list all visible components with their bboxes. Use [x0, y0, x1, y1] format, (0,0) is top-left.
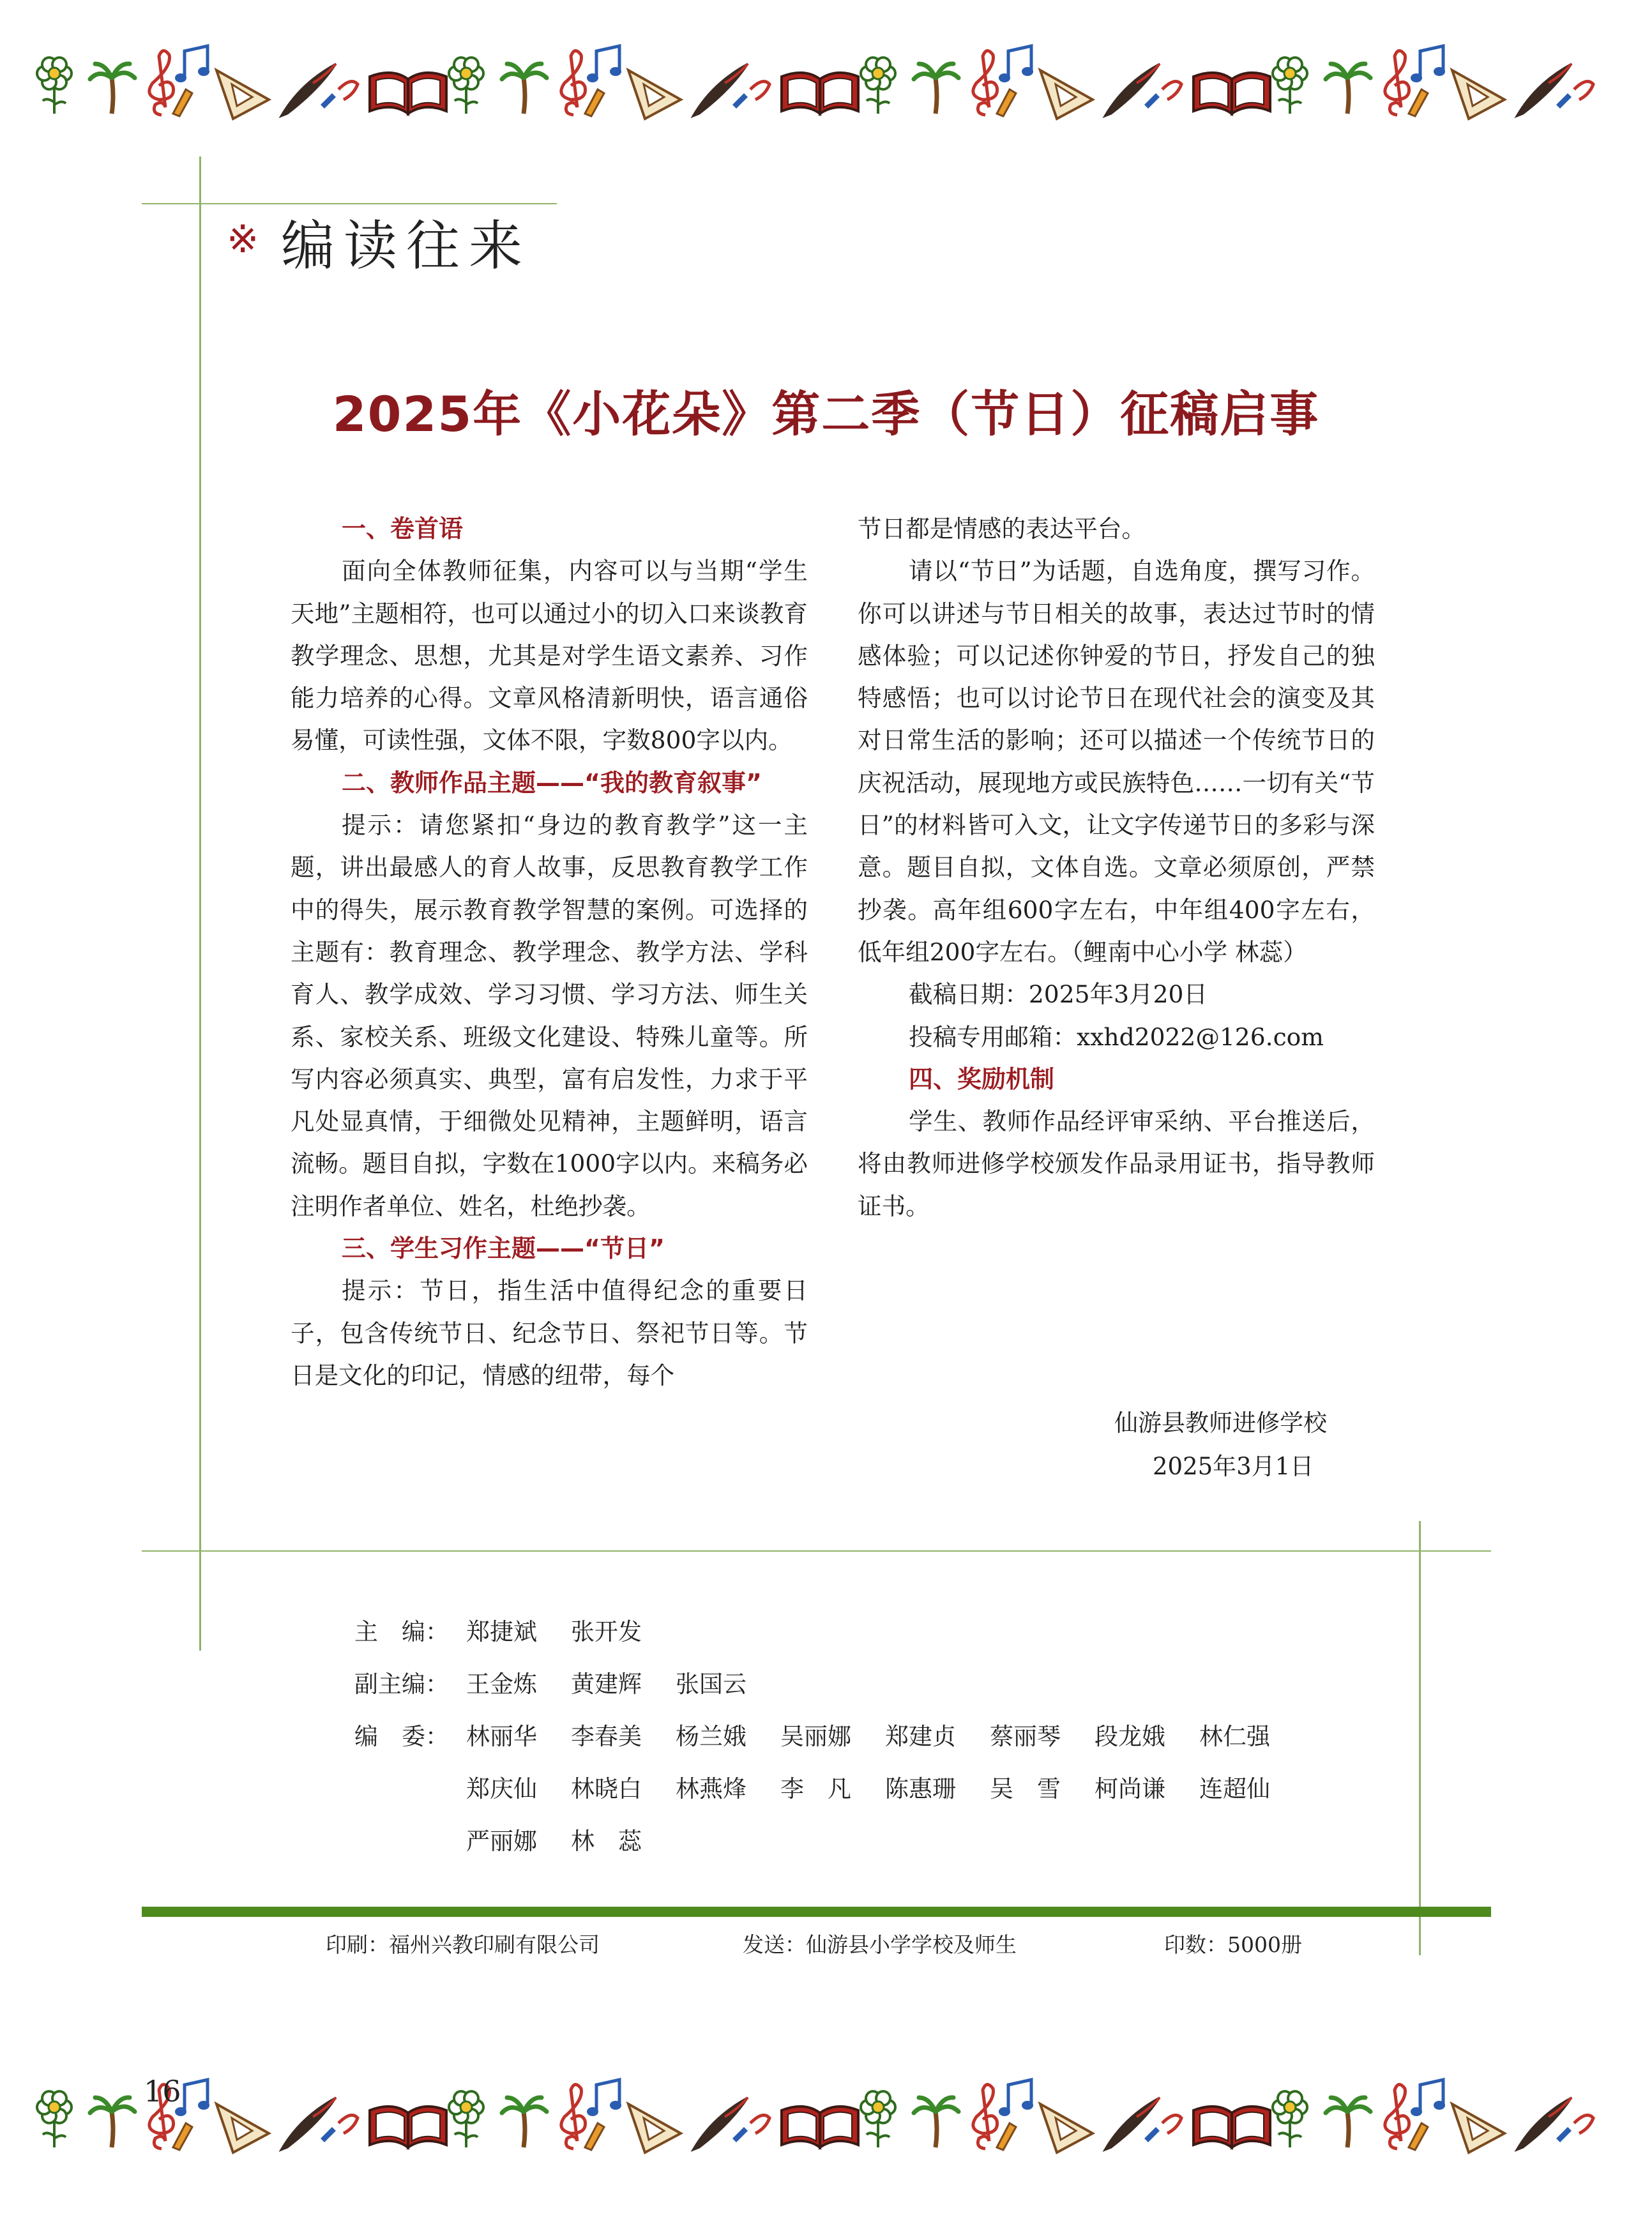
staff-name: 段龙娥	[1095, 1723, 1165, 1750]
flower-icon	[861, 57, 895, 114]
triangle-ruler-icon	[1452, 70, 1504, 119]
guide-line	[142, 1550, 1491, 1552]
article-column-right	[858, 508, 1375, 1227]
decorative-border-top	[0, 38, 1652, 134]
staff-role-label: 主 编：	[354, 1618, 449, 1646]
staff-name: 张开发	[571, 1618, 642, 1646]
treble-clef-icon	[561, 50, 586, 115]
staff-name: 郑捷斌	[466, 1618, 537, 1646]
book-icon	[370, 2107, 446, 2147]
section-heading: 一、卷首语	[342, 515, 464, 543]
paragraph: 提示：节日，指生活中值得纪念的重要日子，包含传统节日、纪念节日、祭祀节日等。节日是文化的印记，情感的纽带，每个	[291, 1276, 808, 1389]
book-icon	[782, 73, 858, 114]
staff-name: 林 蕊	[571, 1828, 642, 1855]
signature-org: 仙游县教师进修学校	[1114, 1409, 1327, 1437]
treble-clef-icon	[1385, 50, 1409, 115]
footer-count: 印数：5000册	[1164, 1932, 1302, 1957]
triangle-ruler-icon	[628, 70, 681, 119]
triangle-ruler-icon	[1040, 2104, 1093, 2153]
treble-clef-icon	[149, 50, 174, 115]
triangle-ruler-icon	[216, 70, 269, 119]
triangle-ruler-icon	[216, 2104, 269, 2153]
staff-name: 李 凡	[780, 1775, 851, 1803]
quill-pen-icon	[1517, 2098, 1593, 2150]
staff-name: 陈惠珊	[885, 1775, 956, 1803]
paragraph: 面向全体教师征集，内容可以与当期“学生天地”主题相符，也可以通过小的切入口来谈教育教学理念、思想，尤其是对学生语文素养、习作能力培养的心得。文章风格清新明快，语言通俗易懂，可读性强，文体不限，字数800字以内。	[291, 557, 808, 755]
music-notes-icon	[997, 46, 1033, 116]
staff-name: 杨兰娥	[676, 1723, 746, 1750]
staff-role-label: 编 委：	[354, 1723, 449, 1750]
staff-name: 连超仙	[1199, 1775, 1270, 1803]
flower-icon	[37, 57, 72, 114]
footer-send: 发送：仙游县小学学校及师生	[743, 1932, 1017, 1957]
quill-pen-icon	[1517, 64, 1593, 116]
staff-name: 黄建辉	[571, 1670, 642, 1698]
book-icon	[1194, 73, 1270, 114]
staff-name: 张国云	[676, 1670, 746, 1698]
article-column-left	[291, 508, 808, 1396]
palm-tree-icon	[502, 2098, 547, 2147]
music-notes-icon	[1409, 2080, 1445, 2150]
staff-name: 王金炼	[466, 1670, 537, 1698]
signature-date: 2025年3月1日	[1153, 1453, 1314, 1480]
triangle-ruler-icon	[1452, 2104, 1504, 2153]
staff-name: 李春美	[571, 1723, 642, 1750]
treble-clef-icon	[561, 2084, 586, 2149]
treble-clef-icon	[973, 50, 997, 115]
paragraph: 请以“节日”为话题，自选角度，撰写习作。你可以讲述与节日相关的故事，表达过节时的情感体验；可以记述你钟爱的节日，抒发自己的独特感悟；也可以讨论节日在现代社会的演变及其对日常生活的影响；还可以描述一个传统节日的庆祝活动，展现地方或民族特色……一切有关“节日”的材料皆可入文，让文字传递节日的多彩与深意。题目自拟，文体自选。文章必须原创，严禁抄袭。高年组600字左右，中年组400字左右，低年组200字左右。（鲤南中心小学 林蕊）	[858, 557, 1375, 966]
quill-pen-icon	[1105, 2098, 1181, 2150]
flower-icon	[861, 2091, 895, 2147]
paragraph: 截稿日期：2025年3月20日	[909, 980, 1208, 1009]
paragraph: 提示：请您紧扣“身边的教育教学”这一主题，讲出最感人的育人故事，反思教育教学工作中的得失，展示教育教学智慧的案例。可选择的主题有：教育理念、教学理念、教学方法、学科育人、教学成效、学习习惯、学习方法、师生关系、家校关系、班级文化建设、特殊儿童等。所写内容必须真实、典型，富有启发性，力求于平凡处显真情，于细微处见精神，主题鲜明，语言流畅。题目自拟，字数在1000字以内。来稿务必注明作者单位、姓名，杜绝抄袭。	[291, 811, 808, 1220]
music-notes-icon	[585, 46, 621, 116]
staff-name: 吴丽娜	[780, 1723, 851, 1750]
flower-icon	[37, 2091, 72, 2147]
music-notes-icon	[997, 2080, 1033, 2150]
staff-name: 林晓白	[571, 1775, 642, 1803]
music-notes-icon	[585, 2080, 621, 2150]
flower-icon	[449, 57, 483, 114]
staff-name: 郑建贞	[885, 1723, 956, 1750]
paragraph: 学生、教师作品经评审采纳、平台推送后，将由教师进修学校颁发作品录用证书，指导教师证书。	[858, 1107, 1375, 1220]
section-title: 编读往来	[281, 215, 532, 277]
palm-tree-icon	[1326, 2098, 1370, 2147]
staff-name: 林丽华	[466, 1723, 537, 1750]
book-icon	[782, 2107, 858, 2147]
staff-name: 柯尚谦	[1095, 1775, 1165, 1803]
page-title: 2025年《小花朵》第二季（节日）征稿启事	[332, 386, 1320, 443]
quill-pen-icon	[693, 2098, 769, 2150]
book-icon	[1194, 2107, 1270, 2147]
staff-name: 蔡丽琴	[990, 1723, 1061, 1750]
section-heading: 四、奖励机制	[909, 1064, 1055, 1093]
flower-icon	[1273, 57, 1307, 114]
quill-pen-icon	[693, 64, 769, 116]
paragraph: 投稿专用邮箱：xxhd2022@126.com	[909, 1022, 1324, 1051]
palm-tree-icon	[1326, 64, 1370, 114]
palm-tree-icon	[914, 2098, 959, 2147]
palm-tree-icon	[90, 64, 135, 114]
treble-clef-icon	[973, 2084, 997, 2149]
staff-name: 严丽娜	[466, 1828, 537, 1855]
footer-rule	[142, 1907, 1491, 1917]
flower-icon	[449, 2091, 483, 2147]
quill-pen-icon	[1105, 64, 1181, 116]
music-notes-icon	[1409, 46, 1445, 116]
section-heading: 三、学生习作主题——“节日”	[342, 1234, 665, 1263]
page-number: 16	[144, 2074, 181, 2108]
section-mark: ※	[227, 217, 259, 262]
footer-print: 印刷：福州兴教印刷有限公司	[326, 1932, 600, 1957]
palm-tree-icon	[914, 64, 959, 114]
triangle-ruler-icon	[628, 2104, 681, 2153]
quill-pen-icon	[281, 64, 358, 116]
staff-name: 郑庆仙	[466, 1775, 537, 1803]
triangle-ruler-icon	[1040, 70, 1093, 119]
paragraph: 节日都是情感的表达平台。	[858, 515, 1146, 543]
section-heading: 二、教师作品主题——“我的教育叙事”	[342, 768, 762, 797]
palm-tree-icon	[502, 64, 547, 114]
palm-tree-icon	[90, 2098, 135, 2147]
staff-name: 林仁强	[1199, 1723, 1270, 1750]
music-notes-icon	[173, 46, 209, 116]
quill-pen-icon	[281, 2098, 358, 2150]
staff-role-label: 副主编：	[354, 1670, 449, 1698]
guide-line	[1419, 1521, 1421, 1955]
decorative-border-bottom	[0, 2072, 1652, 2168]
treble-clef-icon	[1385, 2084, 1409, 2149]
book-icon	[370, 73, 446, 114]
flower-icon	[1273, 2091, 1307, 2147]
staff-name: 吴 雪	[990, 1775, 1061, 1803]
staff-name: 林燕烽	[676, 1775, 746, 1803]
